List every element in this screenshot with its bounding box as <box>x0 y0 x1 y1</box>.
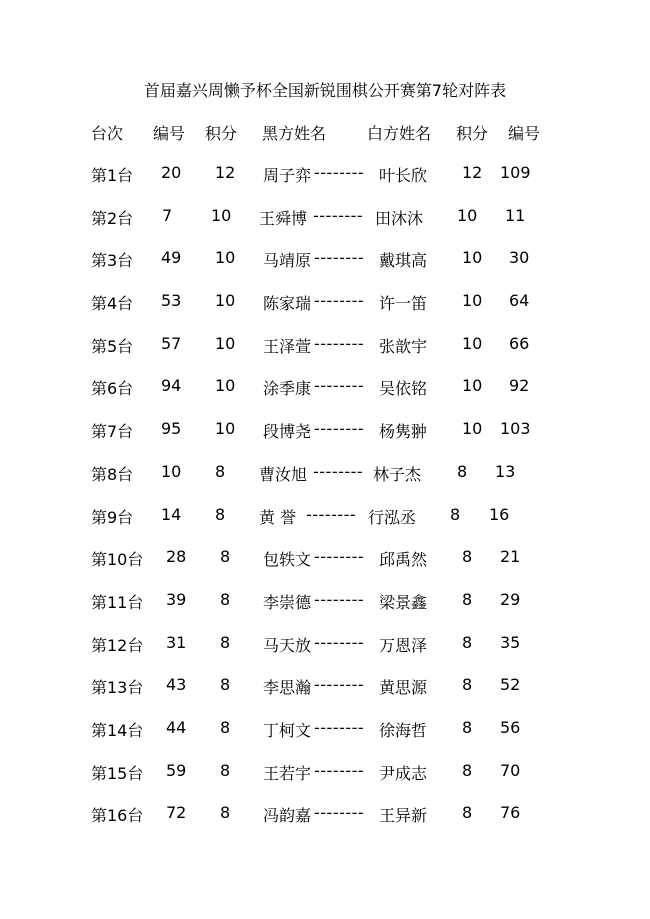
black-number: 72 <box>166 803 187 823</box>
black-score: 8 <box>215 504 226 524</box>
versus-separator: -------- <box>314 419 365 439</box>
table-number: 第16台 <box>91 806 144 826</box>
table-number: 第3台 <box>91 251 134 271</box>
black-player-name: 王泽萱 <box>263 336 312 356</box>
white-number: 30 <box>509 248 530 268</box>
table-number: 第1台 <box>91 166 134 185</box>
table-row <box>0 505 650 548</box>
white-score: 10 <box>462 419 483 439</box>
black-score: 8 <box>220 760 231 780</box>
table-number: 第13台 <box>91 678 144 698</box>
white-player-name: 田沐沐 <box>375 208 424 228</box>
table-row <box>0 248 650 291</box>
white-player-name: 王异新 <box>379 806 428 826</box>
black-player-name: 段博尧 <box>263 422 312 442</box>
black-score: 10 <box>215 291 236 311</box>
white-score: 10 <box>462 333 483 353</box>
black-number: 14 <box>161 504 182 524</box>
white-number: 52 <box>500 675 521 695</box>
black-player-name: 丁柯文 <box>263 720 312 740</box>
header-table: 台次 <box>91 124 124 143</box>
black-player-name: 陈家瑞 <box>263 294 312 314</box>
black-number: 7 <box>162 205 173 225</box>
table-row <box>0 718 650 761</box>
black-number: 57 <box>161 333 182 353</box>
versus-separator: -------- <box>314 589 365 609</box>
black-score: 10 <box>215 248 236 268</box>
white-player-name: 吴依铭 <box>379 379 428 399</box>
black-player-name: 王舜博 <box>259 208 308 228</box>
versus-separator: -------- <box>313 205 364 225</box>
table-number: 第2台 <box>91 208 134 228</box>
white-number: 70 <box>500 760 521 780</box>
table-row <box>0 163 650 206</box>
white-player-name: 黄思源 <box>379 678 428 698</box>
table-number: 第14台 <box>91 720 144 740</box>
pairing-table <box>0 163 650 846</box>
white-score: 8 <box>462 803 473 823</box>
white-score: 8 <box>457 461 468 481</box>
header-black-no: 编号 <box>153 124 186 143</box>
black-number: 49 <box>161 248 182 268</box>
white-number: 29 <box>500 589 521 609</box>
table-number: 第5台 <box>91 336 134 356</box>
table-row <box>0 419 650 462</box>
black-number: 20 <box>161 163 182 182</box>
white-player-name: 杨隽翀 <box>379 422 428 442</box>
white-player-name: 叶长欣 <box>379 166 428 185</box>
white-number: 92 <box>509 376 530 396</box>
table-header <box>0 121 650 143</box>
black-player-name: 王若宇 <box>263 763 312 783</box>
versus-separator: -------- <box>313 461 364 481</box>
black-score: 8 <box>220 675 231 695</box>
white-player-name: 行泓丞 <box>368 507 417 527</box>
white-player-name: 林子杰 <box>373 464 422 484</box>
versus-separator: -------- <box>314 248 365 268</box>
black-score: 8 <box>215 461 226 481</box>
table-number: 第8台 <box>91 464 134 484</box>
header-black-score: 积分 <box>205 124 238 143</box>
black-number: 10 <box>161 461 182 481</box>
table-row <box>0 376 650 419</box>
white-score: 10 <box>462 248 483 268</box>
white-player-name: 许一笛 <box>379 294 428 314</box>
white-number: 35 <box>500 632 521 652</box>
table-row <box>0 334 650 377</box>
white-number: 103 <box>500 419 531 439</box>
black-number: 31 <box>166 632 187 652</box>
black-player-name: 李思瀚 <box>263 678 312 698</box>
black-number: 44 <box>166 717 187 737</box>
white-score: 10 <box>462 291 483 311</box>
versus-separator: -------- <box>314 547 365 567</box>
white-score: 10 <box>462 376 483 396</box>
black-score: 10 <box>215 376 236 396</box>
table-number: 第6台 <box>91 379 134 399</box>
black-player-name: 李崇德 <box>263 592 312 612</box>
black-score: 8 <box>220 803 231 823</box>
table-number: 第9台 <box>91 507 134 527</box>
table-row <box>0 206 650 249</box>
white-number: 109 <box>500 163 531 182</box>
black-number: 39 <box>166 589 187 609</box>
black-score: 10 <box>211 205 232 225</box>
table-row <box>0 675 650 718</box>
versus-separator: -------- <box>306 504 357 524</box>
white-player-name: 徐海哲 <box>379 720 428 740</box>
versus-separator: -------- <box>314 333 365 353</box>
versus-separator: -------- <box>314 803 365 823</box>
black-number: 43 <box>166 675 187 695</box>
white-player-name: 尹成志 <box>379 763 428 783</box>
black-number: 53 <box>161 291 182 311</box>
header-white-score: 积分 <box>456 124 489 143</box>
white-score: 8 <box>462 760 473 780</box>
black-player-name: 包轶文 <box>263 550 312 570</box>
header-white-no: 编号 <box>508 124 541 143</box>
table-number: 第11台 <box>91 592 144 612</box>
white-number: 11 <box>505 205 526 225</box>
white-player-name: 梁景鑫 <box>379 592 428 612</box>
black-score: 10 <box>215 333 236 353</box>
table-row <box>0 633 650 676</box>
table-row <box>0 462 650 505</box>
header-black-name: 黑方姓名 <box>262 124 327 143</box>
table-row <box>0 291 650 334</box>
white-score: 8 <box>450 504 461 524</box>
table-row <box>0 547 650 590</box>
white-number: 66 <box>509 333 530 353</box>
table-row <box>0 761 650 804</box>
white-score: 8 <box>462 589 473 609</box>
white-number: 76 <box>500 803 521 823</box>
white-score: 8 <box>462 717 473 737</box>
versus-separator: -------- <box>314 163 365 182</box>
black-number: 59 <box>166 760 187 780</box>
white-score: 8 <box>462 632 473 652</box>
white-score: 12 <box>462 163 483 182</box>
white-number: 64 <box>509 291 530 311</box>
black-player-name: 曹汝旭 <box>259 464 308 484</box>
versus-separator: -------- <box>314 717 365 737</box>
versus-separator: -------- <box>314 760 365 780</box>
white-player-name: 邱禹然 <box>379 550 428 570</box>
page-title: 首届嘉兴周懒予杯全国新锐围棋公开赛第7轮对阵表 <box>143 81 507 100</box>
white-player-name: 戴琪高 <box>379 251 428 271</box>
black-score: 8 <box>220 547 231 567</box>
table-row <box>0 803 650 846</box>
black-score: 10 <box>215 419 236 439</box>
white-score: 10 <box>457 205 478 225</box>
black-number: 28 <box>166 547 187 567</box>
table-number: 第15台 <box>91 763 144 783</box>
black-player-name: 涂季康 <box>263 379 312 399</box>
black-score: 12 <box>215 163 236 182</box>
black-number: 95 <box>161 419 182 439</box>
table-number: 第12台 <box>91 635 144 655</box>
versus-separator: -------- <box>314 632 365 652</box>
white-number: 21 <box>500 547 521 567</box>
white-player-name: 张歆宇 <box>379 336 428 356</box>
table-row <box>0 590 650 633</box>
black-player-name: 冯韵嘉 <box>263 806 312 826</box>
versus-separator: -------- <box>314 675 365 695</box>
header-white-name: 白方姓名 <box>367 124 432 143</box>
white-number: 56 <box>500 717 521 737</box>
black-number: 94 <box>161 376 182 396</box>
white-number: 16 <box>489 504 510 524</box>
black-score: 8 <box>220 717 231 737</box>
black-player-name: 周子弈 <box>263 166 312 185</box>
table-number: 第10台 <box>91 550 144 570</box>
black-score: 8 <box>220 632 231 652</box>
black-player-name: 黄 誉 <box>259 507 297 527</box>
white-number: 13 <box>495 461 516 481</box>
table-number: 第7台 <box>91 422 134 442</box>
white-score: 8 <box>462 675 473 695</box>
white-player-name: 万恩泽 <box>379 635 428 655</box>
white-score: 8 <box>462 547 473 567</box>
black-player-name: 马靖原 <box>263 251 312 271</box>
black-score: 8 <box>220 589 231 609</box>
table-number: 第4台 <box>91 294 134 314</box>
versus-separator: -------- <box>314 291 365 311</box>
black-player-name: 马天放 <box>263 635 312 655</box>
versus-separator: -------- <box>314 376 365 396</box>
